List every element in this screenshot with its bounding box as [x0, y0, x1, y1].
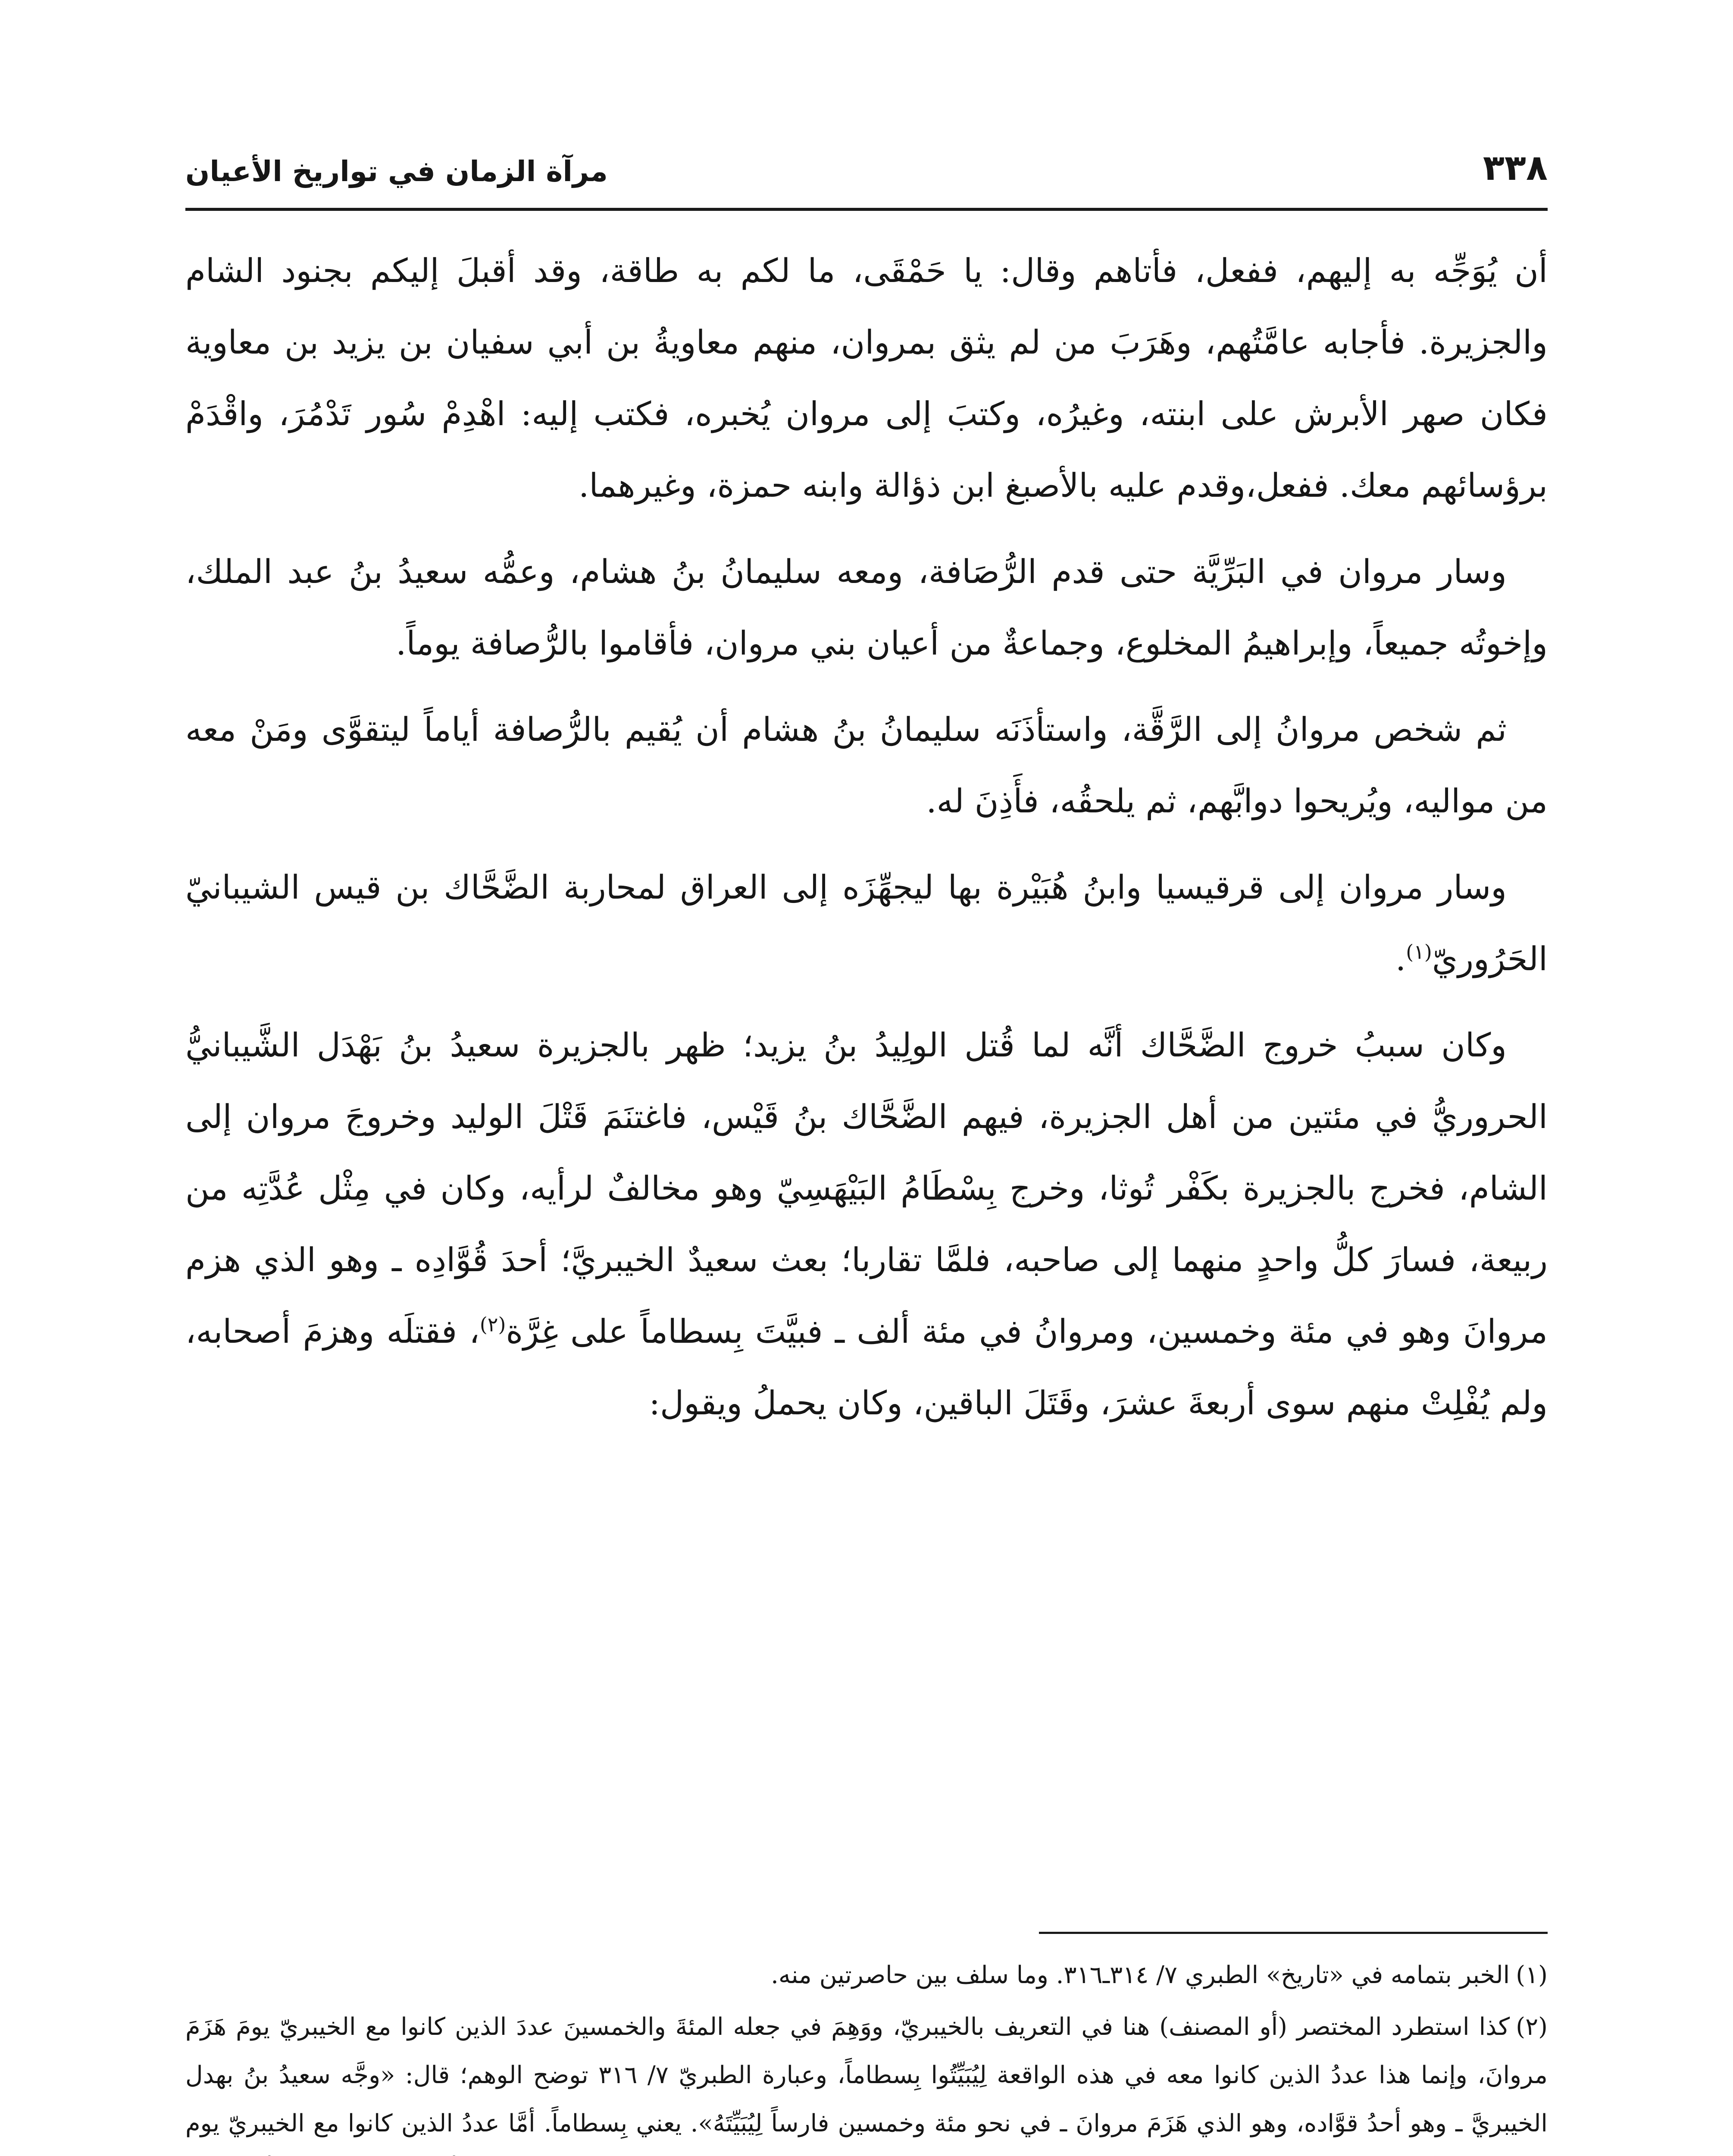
- paragraph-5: [185, 1009, 1548, 1439]
- running-title: مرآة الزمان في تواريخ الأعيان: [185, 155, 608, 188]
- paragraph-5-text: وكان سببُ خروج الضَّحَّاك أنَّه لما قُتل الولِيدُ بنُ يزيد؛ ظهر بالجزيرة سعيدُ بنُ بَهْدَل الشَّيبانيُّ الحروريُّ في مئتين من أهل الجزيرة، فيهم الضَّحَّاك بنُ قَيْس، فاغتنَمَ قَتْلَ الوليد وخروجَ مروان إلى الشام، فخرج بالجزيرة بكَفْر تُوثا، وخرج بِسْطَامُ البَيْهَسِيّ وهو مخالفٌ لرأيه، وكان في مِثْل عُدَّتِه من ربيعة، فسارَ كلُّ واحدٍ منهما إلى صاحبه، فلمَّا تقاربا؛ بعث سعيدٌ الخيبريَّ؛ أحدَ قُوَّادِه ـ وهو الذي هزم مروانَ وهو في مئة وخمسين، ومروانُ في مئة ألف ـ فبيَّتَ بِسطاماً على غِرَّة: [185, 1026, 1548, 1351]
- paragraph-1-text: أن يُوَجِّه به إليهم، ففعل، فأتاهم وقال: يا حَمْقَى، ما لكم به طاقة، وقد أقبلَ إليكم بجنود الشام والجزيرة. فأجابه عامَّتُهم، وهَرَبَ من لم يثق بمروان، منهم معاويةُ بن أبي سفيان بن يزيد بن معاوية فكان صهر الأبرش على ابنته، وغيرُه، وكتبَ إلى مروان يُخبره، فكتب إليه: اهْدِمْ سُور تَدْمُرَ، واقْدَمْ برؤسائهم معك. ففعل،وقدم عليه بالأصبغ ابن ذؤالة وابنه حمزة، وغيرهما.: [185, 251, 1548, 505]
- running-header: [185, 142, 1548, 203]
- paragraph-3-text: ثم شخص مروانُ إلى الرَّقَّة، واستأذَنَه سليمانُ بنُ هشام أن يُقيم بالرُّصافة أياماً ليتقوَّى ومَنْ معه من مواليه، ويُريحوا دوابَّهم، ثم يلحقُه، فأَذِنَ له.: [185, 710, 1548, 820]
- paragraph-5-tail: ، فقتلَه وهزمَ أصحابه، ولم يُفْلِتْ منهم سوى أربعةَ عشرَ، وقَتَلَ الباقين، وكان يحملُ ويقول:: [185, 1312, 1548, 1422]
- paragraph-3: [185, 694, 1548, 837]
- main-text: [185, 235, 1548, 1454]
- header-divider: [185, 208, 1548, 211]
- footnote-ref-1[interactable]: (١): [1406, 940, 1432, 964]
- paragraph-2: [185, 536, 1548, 679]
- footnote-1-number: (١): [1516, 1961, 1548, 1989]
- footnote-2-number: (٢): [1516, 2013, 1548, 2041]
- footnotes: [185, 1951, 1548, 2156]
- footnote-2-text: كذا استطرد المختصر (أو المصنف) هنا في التعريف بالخيبريّ، ووَهِمَ في جعله المئةَ والخمسينَ عددَ الذين كانوا مع الخيبريّ يومَ هَزَمَ مروانَ، وإنما هذا عددُ الذين كانوا معه في هذه الواقعة لِيُبَيِّتُوا بِسطاماً، وعبارة الطبريّ ٧/ ٣١٦ توضح الوهم؛ قال: «وجَّه سعيدُ بنُ بهدل الخيبريَّ ـ وهو أحدُ قوَّاده، وهو الذي هَزَمَ مروانَ ـ في نحو مئة وخمسين فارساً لِيُبَيِّتَهُ». يعني بِسطاماً. أمَّا عددُ الذين كانوا مع الخيبريّ يوم: [185, 2013, 1548, 2137]
- footnote-divider: [1039, 1932, 1548, 1934]
- paragraph-4-end: .: [1395, 940, 1406, 978]
- footnote-2: [185, 2003, 1548, 2156]
- paragraph-4: [185, 852, 1548, 995]
- paragraph-1: [185, 235, 1548, 521]
- paragraph-4-text: وسار مروان إلى قرقيسيا وابنُ هُبَيْرة بها ليجهِّزَه إلى العراق لمحاربة الضَّحَّاك بن قيس الشيبانيّ الحَرُوريّ: [185, 868, 1548, 978]
- page-number: ٣٣٨: [1483, 147, 1548, 188]
- footnote-1-text: الخبر بتمامه في «تاريخ» الطبري ٧/ ٣١٤ـ٣١٦. وما سلف بين حاصرتين منه.: [771, 1961, 1510, 1989]
- footnote-1: [185, 1951, 1548, 1999]
- footnote-ref-2[interactable]: (٢): [479, 1313, 506, 1336]
- paragraph-2-text: وسار مروان في البَرِّيَّة حتى قدم الرُّصَافة، ومعه سليمانُ بنُ هشام، وعمُّه سعيدُ بنُ عبد الملك، وإخوتُه جميعاً، وإبراهيمُ المخلوع، وجماعةٌ من أعيان بني مروان، فأقاموا بالرُّصافة يوماً.: [185, 552, 1548, 662]
